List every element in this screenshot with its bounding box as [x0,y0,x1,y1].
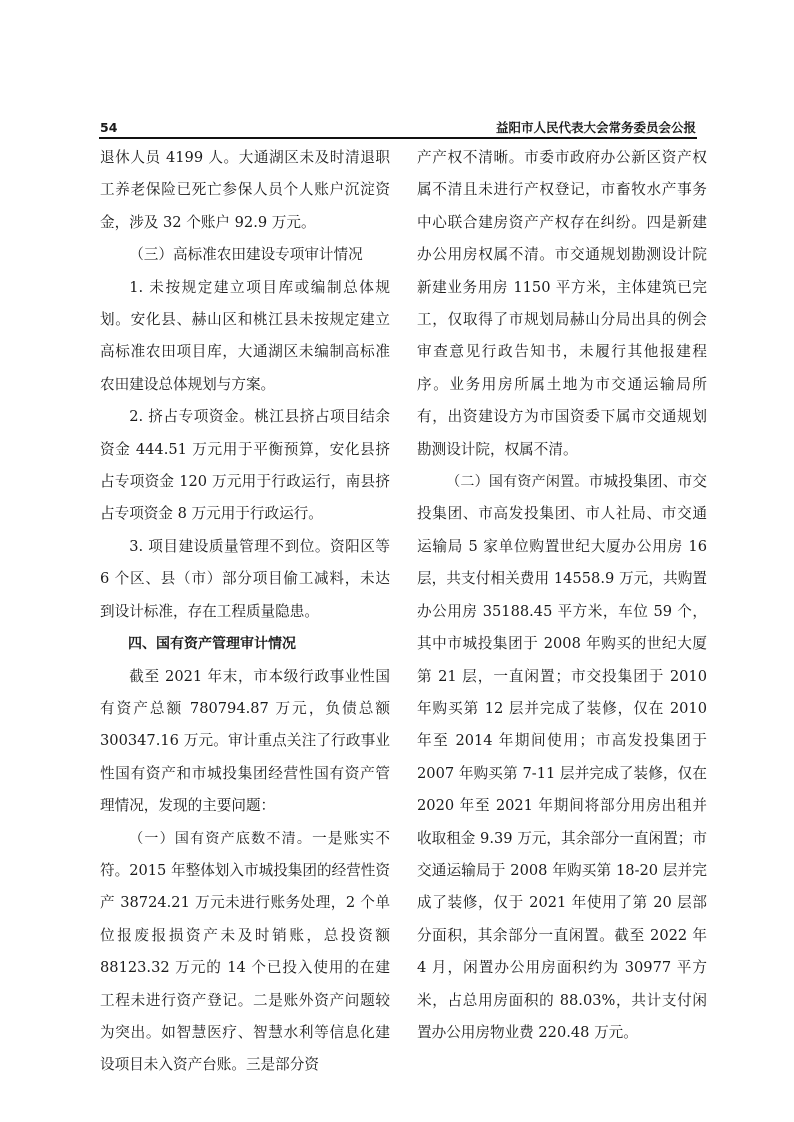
publication-title: 益阳市人民代表大会常务委员会公报 [495,119,696,135]
paragraph-body: 一是账实不符。2015 年整体划入市城投集团的经营性资产 38724.21 万元未进行账务处理，2 个单位报废报损资产未及时销账，总投资额 88123.32 万元的 14 个已投入使用的在建工程未进行资产登记。二是账外资产问题较为突出。如智慧医疗、智慧水利等信息化建设项目未入资产台账。三是部分资 [100,829,390,1074]
right-column [417,142,707,1049]
page-number: 54 [100,119,118,135]
paragraph: 截至 2021 年末，市本级行政事业性国有资产总额 780794.87 万元，负债总额 300347.16 万元。审计重点关注了行政事业性国有资产和市城投集团经营性国有资产管理情况，发现的主要问题： [100,667,390,815]
section-subheading: （三）高标准农田建设专项审计情况 [129,246,363,264]
paragraph: 3. 项目建设质量管理不到位。资阳区等 6 个区、县（市）部分项目偷工减料，未达到设计标准，存在工程质量隐患。 [100,537,390,620]
page-header [100,112,696,134]
paragraph: 退休人员 4199 人。大通湖区未及时清退职工养老保险已死亡参保人员个人账户沉淀资金，涉及 32 个账户 92.9 万元。 [100,149,390,231]
left-column [100,142,390,1082]
paragraph [417,466,707,1049]
paragraph-lead: （二）国有资产闲置。 [446,474,589,491]
header-rule [99,137,697,139]
paragraph-body: 市城投集团、市交投集团、市高发投集团、市人社局、市交通运输局 5 家单位购置世纪大厦办公用房 16 层，共支付相关费用 14558.9 万元，共购置办公用房 35188.45 平方米，车位 59 个，其中市城投集团于 2008 年购买的世纪大厦第 21 层，一直闲置；市交投集团于 2010 年购买第 12 层并完成了装修，仅在 2010 年至 2014 年期间使用；市高发投集团于 2007 年购买第 7-11 层并完成了装修，仅在 2020 年至 2021 年期间将部分用房出租并收取租金 9.39 万元，其余部分一直闲置；市交通运输局于 2008 年购买第 18-20 层并完成了装修，仅于 2021 年使用了第 20 层部分面积，其余部分一直闲置。截至 2022 年 4 月，闲置办公用房面积约为 30977 平方米，占总用房面积的 88.03%，共计支付闲置办公用房物业费 220.48 万元。 [417,473,707,1041]
paragraph: 2. 挤占专项资金。桃江县挤占项目结余资金 444.51 万元用于平衡预算，安化县挤占专项资金 120 万元用于行政运行，南县挤占专项资金 8 万元用于行政运行。 [100,408,390,523]
paragraph: 产产权不清晰。市委市政府办公新区资产权属不清且未进行产权登记，市畜牧水产事务中心联合建房资产产权存在纠纷。四是新建办公用房权属不清。市交通规划勘测设计院新建业务用房 1150 平方米，主体建筑已完工，仅取得了市规划局赫山分局出具的例会审查意见行政告知书，未履行其他报建程序。业务用房所属土地为市交通运输局所有，出资建设方为市国资委下属市交通规划勘测设计院，权属不清。 [417,149,707,458]
paragraph [100,823,390,1082]
paragraph: 1. 未按规定建立项目库或编制总体规划。安化县、赫山区和桃江县未按规定建立高标准农田项目库，大通湖区未编制高标准农田建设总体规划与方案。 [100,278,390,393]
paragraph-lead: （一）国有资产底数不清。 [129,830,313,847]
section-heading: 四、国有资产管理审计情况 [128,636,296,653]
